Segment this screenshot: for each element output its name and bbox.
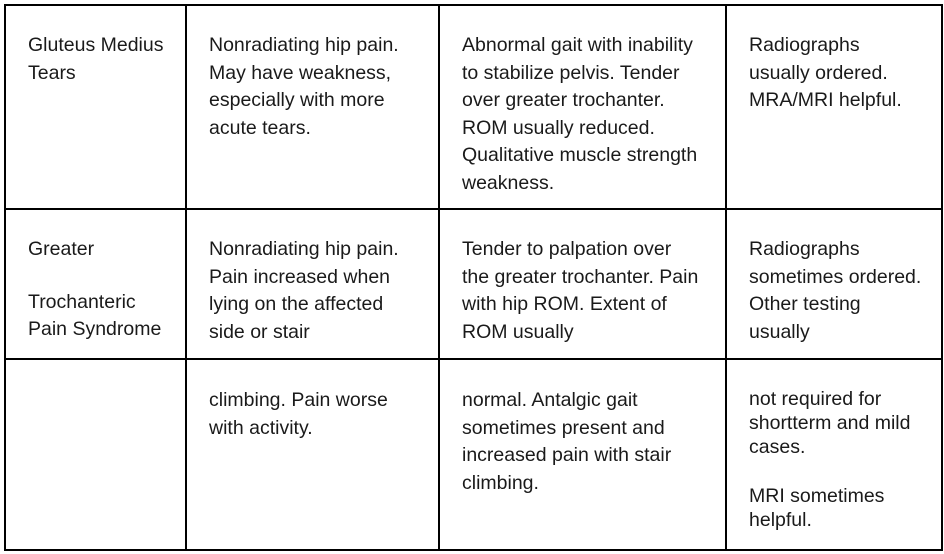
cell-text-line: cases.: [749, 436, 806, 458]
cell-exam: [439, 359, 726, 550]
cell-text-line: shortterm and mild: [749, 412, 911, 434]
cell-text-line: especially with more: [209, 89, 385, 111]
cell-text-line: to stabilize pelvis. Tender: [462, 61, 680, 84]
cell-history: [186, 5, 439, 209]
cell-text-line: sometimes present and: [462, 416, 665, 439]
paragraph-gap: [749, 459, 931, 484]
cell-text-line: Radiographs: [749, 34, 860, 56]
cell-imaging: [726, 5, 942, 209]
cell-text-line: Tears: [28, 61, 76, 84]
cell-text-line: sometimes ordered.: [749, 265, 922, 288]
cell-history: [186, 359, 439, 550]
cell-text-line: acute tears.: [209, 116, 311, 139]
cell-text-line: Trochanteric: [28, 290, 136, 313]
cell-text-line: over greater trochanter.: [462, 89, 665, 111]
cell-text-line: not required for: [749, 388, 882, 410]
cell-text-line: weakness.: [462, 171, 555, 194]
paragraph-gap: [28, 264, 175, 289]
cell-text-line: normal. Antalgic gait: [462, 389, 638, 411]
cell-text-line: MRA/MRI helpful.: [749, 89, 902, 111]
cell-text-line: climbing.: [462, 471, 539, 494]
cell-text-line: usually: [749, 320, 810, 343]
table-row: [5, 359, 942, 550]
cell-text-line: Nonradiating hip pain.: [209, 238, 399, 260]
cell-imaging: [726, 209, 942, 359]
cell-text-line: side or stair: [209, 320, 310, 343]
cell-text-line: ROM usually reduced.: [462, 116, 655, 139]
cell-text-line: MRI sometimes: [749, 485, 885, 507]
cell-text-line: climbing. Pain worse: [209, 389, 388, 411]
clinical-table-container: [4, 4, 941, 549]
cell-text-line: with activity.: [209, 416, 313, 439]
cell-text-line: Pain increased when: [209, 265, 391, 288]
table-row: [5, 5, 942, 209]
cell-text-line: Gluteus Medius: [28, 34, 164, 56]
cell-exam: [439, 5, 726, 209]
cell-text-line: the greater trochanter. Pain: [462, 265, 699, 288]
cell-text-line: May have weakness,: [209, 61, 392, 84]
cell-text-line: with hip ROM. Extent of: [462, 293, 667, 315]
cell-text-line: Pain Syndrome: [28, 318, 162, 340]
cell-text-line: Abnormal gait with inability: [462, 34, 693, 56]
cell-text-line: Nonradiating hip pain.: [209, 34, 399, 56]
table-row: [5, 209, 942, 359]
cell-text-line: Greater: [28, 238, 95, 260]
cell-text-line: usually ordered.: [749, 61, 888, 84]
cell-condition: [5, 5, 186, 209]
cell-text-line: Qualitative muscle strength: [462, 144, 698, 166]
cell-imaging: [726, 359, 942, 550]
cell-text-line: Other testing: [749, 293, 861, 315]
cell-text-line: increased pain with stair: [462, 444, 672, 466]
cell-text-line: ROM usually: [462, 320, 574, 343]
cell-exam: [439, 209, 726, 359]
cell-text-line: Radiographs: [749, 238, 860, 260]
cell-text-line: lying on the affected: [209, 293, 384, 315]
cell-history: [186, 209, 439, 359]
clinical-table: [4, 4, 943, 551]
cell-text-line: Tender to palpation over: [462, 238, 672, 260]
cell-condition-empty: [5, 359, 186, 550]
cell-text-line: helpful.: [749, 509, 812, 531]
cell-condition: [5, 209, 186, 359]
